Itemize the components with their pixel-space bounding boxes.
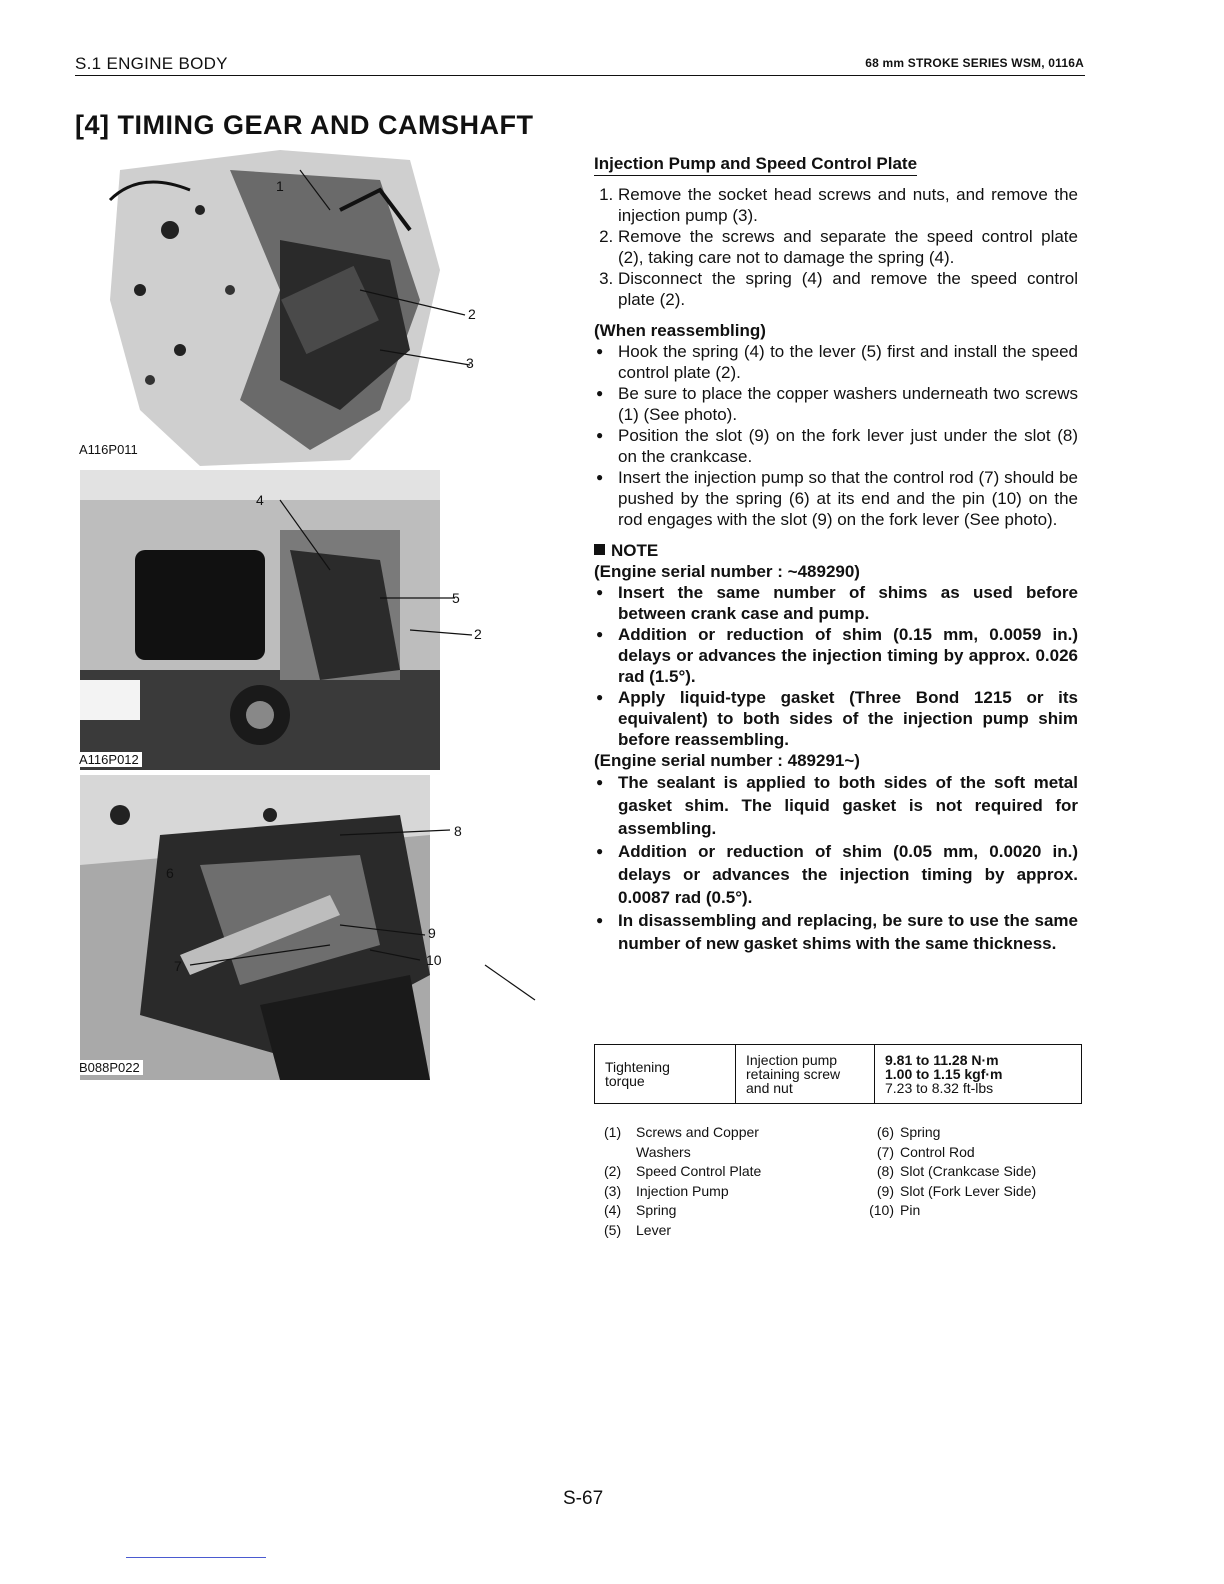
torque-item-line3: and nut xyxy=(746,1080,793,1096)
torque-label-cell xyxy=(595,1045,736,1103)
removal-steps xyxy=(594,184,1078,310)
photo-2 xyxy=(80,470,540,770)
torque-label-line2: torque xyxy=(605,1073,645,1089)
reassembling-item-3: ● Position the slot (9) on the fork lever just under the slot (8) on the crankcase. xyxy=(594,425,1078,467)
torque-table xyxy=(594,1044,1082,1104)
note-group2-item-1: ● The sealant is applied to both sides of the soft metal gasket shim. The liquid gasket is not required for assembling. xyxy=(594,771,1078,840)
engine-photo-3 xyxy=(80,775,540,1080)
parts-legend-left xyxy=(604,1123,761,1240)
header-section: S.1 ENGINE BODY xyxy=(75,54,228,73)
torque-item-cell xyxy=(736,1045,875,1103)
legend-num: (9) xyxy=(876,1182,894,1199)
legend-text: Speed Control Plate xyxy=(636,1163,762,1179)
legend-row xyxy=(858,1182,1036,1202)
torque-value-nm: 9.81 to 11.28 N·m xyxy=(885,1052,999,1068)
reassembling-item-4: ● Insert the injection pump so that the control rod (7) should be pushed by the spring (6) at its end and the pin (10) on the rod engages with the slot (9) on the fork lever (See photo). xyxy=(594,467,1078,530)
legend-row xyxy=(858,1162,1036,1182)
torque-value-kgf: 1.00 to 1.15 kgf·m xyxy=(885,1066,1003,1082)
legend-num: (4) xyxy=(604,1202,622,1218)
reassembling-item-1: ● Hook the spring (4) to the lever (5) first and install the speed control plate (2). xyxy=(594,341,1078,383)
photo-3 xyxy=(80,775,540,1080)
step-3: 3. Disconnect the spring (4) and remove the speed control plate (2). xyxy=(618,268,1078,310)
procedure-text xyxy=(594,153,1078,955)
header-rule xyxy=(75,75,1085,76)
callout-4: 4 xyxy=(256,492,264,508)
legend-text: Washers xyxy=(636,1143,691,1160)
photo-code-2: A116P012 xyxy=(76,752,142,767)
callout-5: 5 xyxy=(452,590,460,606)
legend-row xyxy=(604,1182,761,1202)
callout-1: 1 xyxy=(276,178,284,194)
torque-item-line2: retaining screw xyxy=(746,1066,841,1082)
note-group2-title: (Engine serial number : 489291~) xyxy=(594,751,860,770)
note-group1-list xyxy=(594,582,1078,750)
note-square-icon xyxy=(594,544,605,555)
callout-7: 7 xyxy=(174,958,182,974)
legend-text: Lever xyxy=(636,1221,672,1238)
legend-row xyxy=(604,1221,761,1241)
header-series: 68 mm STROKE SERIES WSM, 0116A xyxy=(865,56,1084,70)
engine-photo-2 xyxy=(80,470,540,770)
torque-value-ftlb: 7.23 to 8.32 ft-lbs xyxy=(885,1080,994,1096)
legend-num: (1) xyxy=(604,1124,622,1140)
reassembling-item-2: ● Be sure to place the copper washers underneath two screws (1) (See photo). xyxy=(594,383,1078,425)
note-heading xyxy=(594,540,1078,561)
callout-10: 10 xyxy=(426,952,442,968)
legend-row xyxy=(604,1123,761,1143)
legend-text: Screws and Copper xyxy=(636,1124,759,1140)
legend-num: (8) xyxy=(876,1163,894,1179)
callout-6: 6 xyxy=(166,865,174,881)
step-1: 1. Remove the socket head screws and nuts, and remove the injection pump (3). xyxy=(618,184,1078,226)
torque-item-line1: Injection pump xyxy=(746,1052,838,1068)
note-label: NOTE xyxy=(611,541,659,560)
footer-rule xyxy=(126,1557,266,1558)
note-group1-title: (Engine serial number : ~489290) xyxy=(594,562,860,581)
note-group1-item-3: ● Apply liquid-type gasket (Three Bond 1215 or its equivalent) to both sides of the injection pump shim before reassembling. xyxy=(594,687,1078,750)
note-group2-item-2: ● Addition or reduction of shim (0.05 mm, 0.0020 in.) delays or advances the injection timing by approx. 0.0087 rad (0.5°). xyxy=(594,840,1078,909)
photo-1 xyxy=(80,150,540,466)
callout-9: 9 xyxy=(428,925,436,941)
legend-text: Control Rod xyxy=(900,1143,975,1160)
legend-row xyxy=(604,1162,761,1182)
photo-code-3: B088P022 xyxy=(76,1060,143,1075)
page-title: [4] TIMING GEAR AND CAMSHAFT xyxy=(75,110,534,140)
torque-label-line1: Tightening xyxy=(605,1059,670,1075)
reassembling-list xyxy=(594,341,1078,530)
legend-num: (10) xyxy=(869,1202,894,1218)
legend-row xyxy=(604,1201,761,1221)
legend-text: Slot (Crankcase Side) xyxy=(900,1163,1037,1179)
legend-text: Injection Pump xyxy=(636,1182,729,1199)
note-group2-item-3: ● In disassembling and replacing, be sure to use the same number of new gasket shims with the same thickness. xyxy=(594,909,1078,955)
callout-8: 8 xyxy=(454,823,462,839)
torque-value-cell xyxy=(875,1045,1082,1103)
note-group1-item-1: ● Insert the same number of shims as used before between crank case and pump. xyxy=(594,582,1078,624)
callout-2: 2 xyxy=(468,306,476,322)
legend-row xyxy=(858,1143,1036,1163)
legend-num: (2) xyxy=(604,1163,622,1179)
legend-row xyxy=(858,1123,1036,1143)
legend-num: (5) xyxy=(604,1221,622,1238)
legend-row xyxy=(858,1201,1036,1221)
legend-num: (7) xyxy=(876,1143,894,1160)
legend-num: (6) xyxy=(876,1124,894,1140)
callout-3: 3 xyxy=(466,355,474,371)
legend-num xyxy=(604,1143,636,1163)
photo-code-1: A116P011 xyxy=(76,442,141,457)
reassembling-title: (When reassembling) xyxy=(594,321,766,340)
section-title: Injection Pump and Speed Control Plate xyxy=(594,153,917,176)
step-2: 2. Remove the screws and separate the speed control plate (2), taking care not to damage the spring (4). xyxy=(618,226,1078,268)
legend-text: Slot (Fork Lever Side) xyxy=(900,1182,1037,1199)
legend-num: (3) xyxy=(604,1182,622,1199)
parts-legend-right xyxy=(858,1123,1036,1221)
legend-text: Pin xyxy=(900,1202,921,1218)
callout-2b: 2 xyxy=(474,626,482,642)
page-number: S-67 xyxy=(563,1488,604,1509)
note-group2-list xyxy=(594,771,1078,955)
legend-text: Spring xyxy=(636,1202,677,1218)
note-group1-item-2: ● Addition or reduction of shim (0.15 mm, 0.0059 in.) delays or advances the injection timing by approx. 0.026 rad (1.5°). xyxy=(594,624,1078,687)
legend-text: Spring xyxy=(900,1124,941,1140)
legend-row xyxy=(604,1143,761,1163)
